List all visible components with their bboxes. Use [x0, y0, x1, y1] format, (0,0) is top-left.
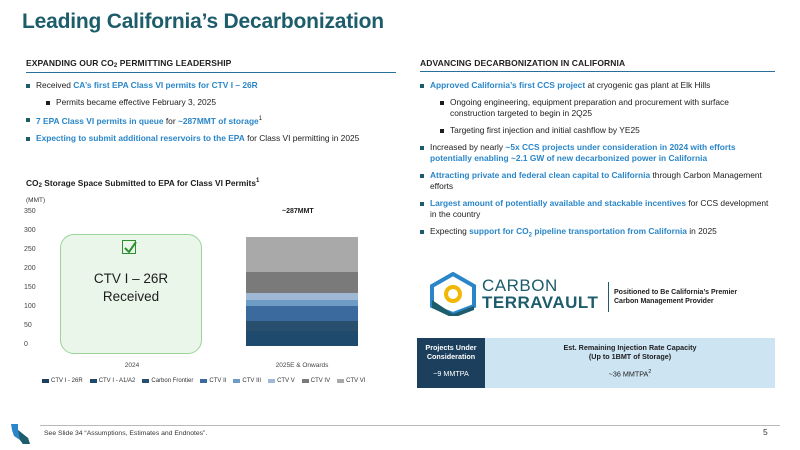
legend-label: CTV IV	[310, 378, 331, 384]
y-tick-label: 150	[24, 284, 36, 291]
logo-wordmark	[482, 277, 598, 311]
right-subbullet-1: Ongoing engineering, equipment preparation and procurement with surface construction targeted to begin in 2Q25	[440, 97, 775, 119]
ctv-callout-line2: Received	[102, 289, 160, 304]
legend-item	[90, 378, 136, 384]
injection-capacity-cell	[485, 338, 775, 388]
right-bullet-4: Largest amount of potentially available and stackable incentives for CCS development in the country	[420, 198, 775, 220]
legend-label: CTV I - 26R	[51, 378, 83, 384]
legend-item	[42, 378, 83, 384]
left-subbullet-1: Permits became effective February 3, 2025	[46, 97, 386, 108]
page-number: 5	[763, 427, 768, 437]
legend-label: CTV I - A1/A2	[98, 378, 136, 384]
logo-line2: TERRAVAULT	[482, 293, 599, 312]
legend-swatch	[42, 379, 49, 383]
hexagon-sun-logo-icon	[428, 272, 478, 316]
legend-swatch	[337, 379, 344, 383]
y-tick-label: 50	[24, 322, 32, 329]
left-bullet-1: Received CA’s first EPA Class VI permits for CTV I – 26R	[26, 80, 386, 91]
right-bullet-2: Increased by nearly ~5x CCS projects under consideration in 2024 with efforts potentially enabling ~2.1 GW of new decarbonized power in California	[420, 142, 775, 164]
legend-swatch	[233, 379, 240, 383]
footer-divider	[40, 425, 780, 426]
legend-item	[200, 378, 226, 384]
right-bullet-3: Attracting private and federal clean capital to California through Carbon Management efforts	[420, 170, 775, 192]
right-subbullet-2: Targeting first injection and initial cashflow by YE25	[440, 125, 775, 136]
y-tick-label: 200	[24, 265, 36, 272]
capacity-header-line1: Est. Remaining Injection Rate Capacity	[563, 343, 697, 352]
page-title: Leading California’s Decarbonization	[22, 10, 384, 33]
x-category-label: 2025E & Onwards	[275, 362, 329, 369]
legend-item	[233, 378, 261, 384]
projects-header-line1: Projects Under	[425, 343, 477, 352]
legend-swatch	[302, 379, 309, 383]
projects-under-consideration-cell	[417, 338, 485, 388]
chart-title: $CO_2$ Storage Space Submitted to EPA for Class VI Permits$^1$	[26, 178, 260, 189]
legend-item	[302, 378, 330, 384]
left-bullet-2: 7 EPA Class VI permits in queue for ~287MMT of storage$^1$	[26, 114, 386, 127]
legend-label: CTV II	[209, 378, 227, 384]
right-bullet-list	[420, 80, 775, 248]
footnote: See Slide 34 “Assumptions, Estimates and Endnotes”.	[44, 430, 208, 437]
checkbox-check-icon	[122, 240, 136, 254]
california-map-icon	[8, 422, 34, 446]
ctv-callout-text	[60, 270, 202, 306]
left-bullet-3: Expecting to submit additional reservoirs to the EPA for Class VI permitting in 2025	[26, 133, 386, 144]
legend-item	[337, 378, 365, 384]
right-bullet-1: Approved California’s first CCS project at cryogenic gas plant at Elk Hills	[420, 80, 775, 91]
legend-label: Carbon Frontier	[151, 378, 194, 384]
bar-segment	[246, 237, 358, 272]
projects-value: ~9 MMTPA	[433, 369, 469, 378]
logo-line1: CARBON	[482, 276, 558, 295]
ctv-callout-line1: CTV I – 26R	[93, 271, 169, 286]
y-tick-label: 350	[24, 208, 36, 215]
capacity-header-line2: (Up to 1BMT of Storage)	[588, 352, 672, 361]
right-section-header: ADVANCING DECARBONIZATION IN CALIFORNIA	[420, 58, 775, 72]
y-tick-label: 300	[24, 227, 36, 234]
bar-segment	[246, 272, 358, 293]
legend-swatch	[142, 379, 149, 383]
data-label-2025: ~287MMT	[282, 208, 314, 215]
y-tick-label: 250	[24, 246, 36, 253]
legend-label: CTV VI	[346, 378, 366, 384]
bar-segment	[246, 293, 358, 301]
legend-label: CTV III	[242, 378, 262, 384]
projects-header-line2: Consideration	[426, 352, 476, 361]
logo-tagline-line1: Positioned to Be California’s Premier	[614, 289, 738, 296]
legend-swatch	[268, 379, 275, 383]
logo-tagline-line2: Carbon Management Provider	[614, 298, 714, 305]
legend-item	[142, 378, 193, 384]
bar-segment	[246, 321, 358, 331]
legend-label: CTV V	[277, 378, 295, 384]
logo-divider	[608, 282, 609, 312]
bar-segment	[246, 331, 358, 346]
y-tick-label: 0	[24, 341, 28, 348]
y-tick-label: 100	[24, 303, 36, 310]
right-bullet-5: Expecting support for $CO_2$ pipeline transportation from California in 2025	[420, 226, 775, 242]
logo-tagline	[614, 288, 737, 306]
legend-swatch	[200, 379, 207, 383]
left-bullet-list	[26, 80, 386, 150]
capacity-value: ~36 MMTPA$^2$	[608, 369, 652, 379]
chart-unit-label: (MMT)	[26, 197, 46, 204]
x-category-label: 2024	[124, 362, 140, 369]
left-section-header: EXPANDING OUR $CO_2$ PERMITTING LEADERSHIP	[26, 58, 396, 73]
chart-legend	[42, 378, 365, 384]
legend-swatch	[90, 379, 97, 383]
bar-segment	[246, 306, 358, 321]
legend-item	[268, 378, 295, 384]
bar-segment	[246, 300, 358, 306]
